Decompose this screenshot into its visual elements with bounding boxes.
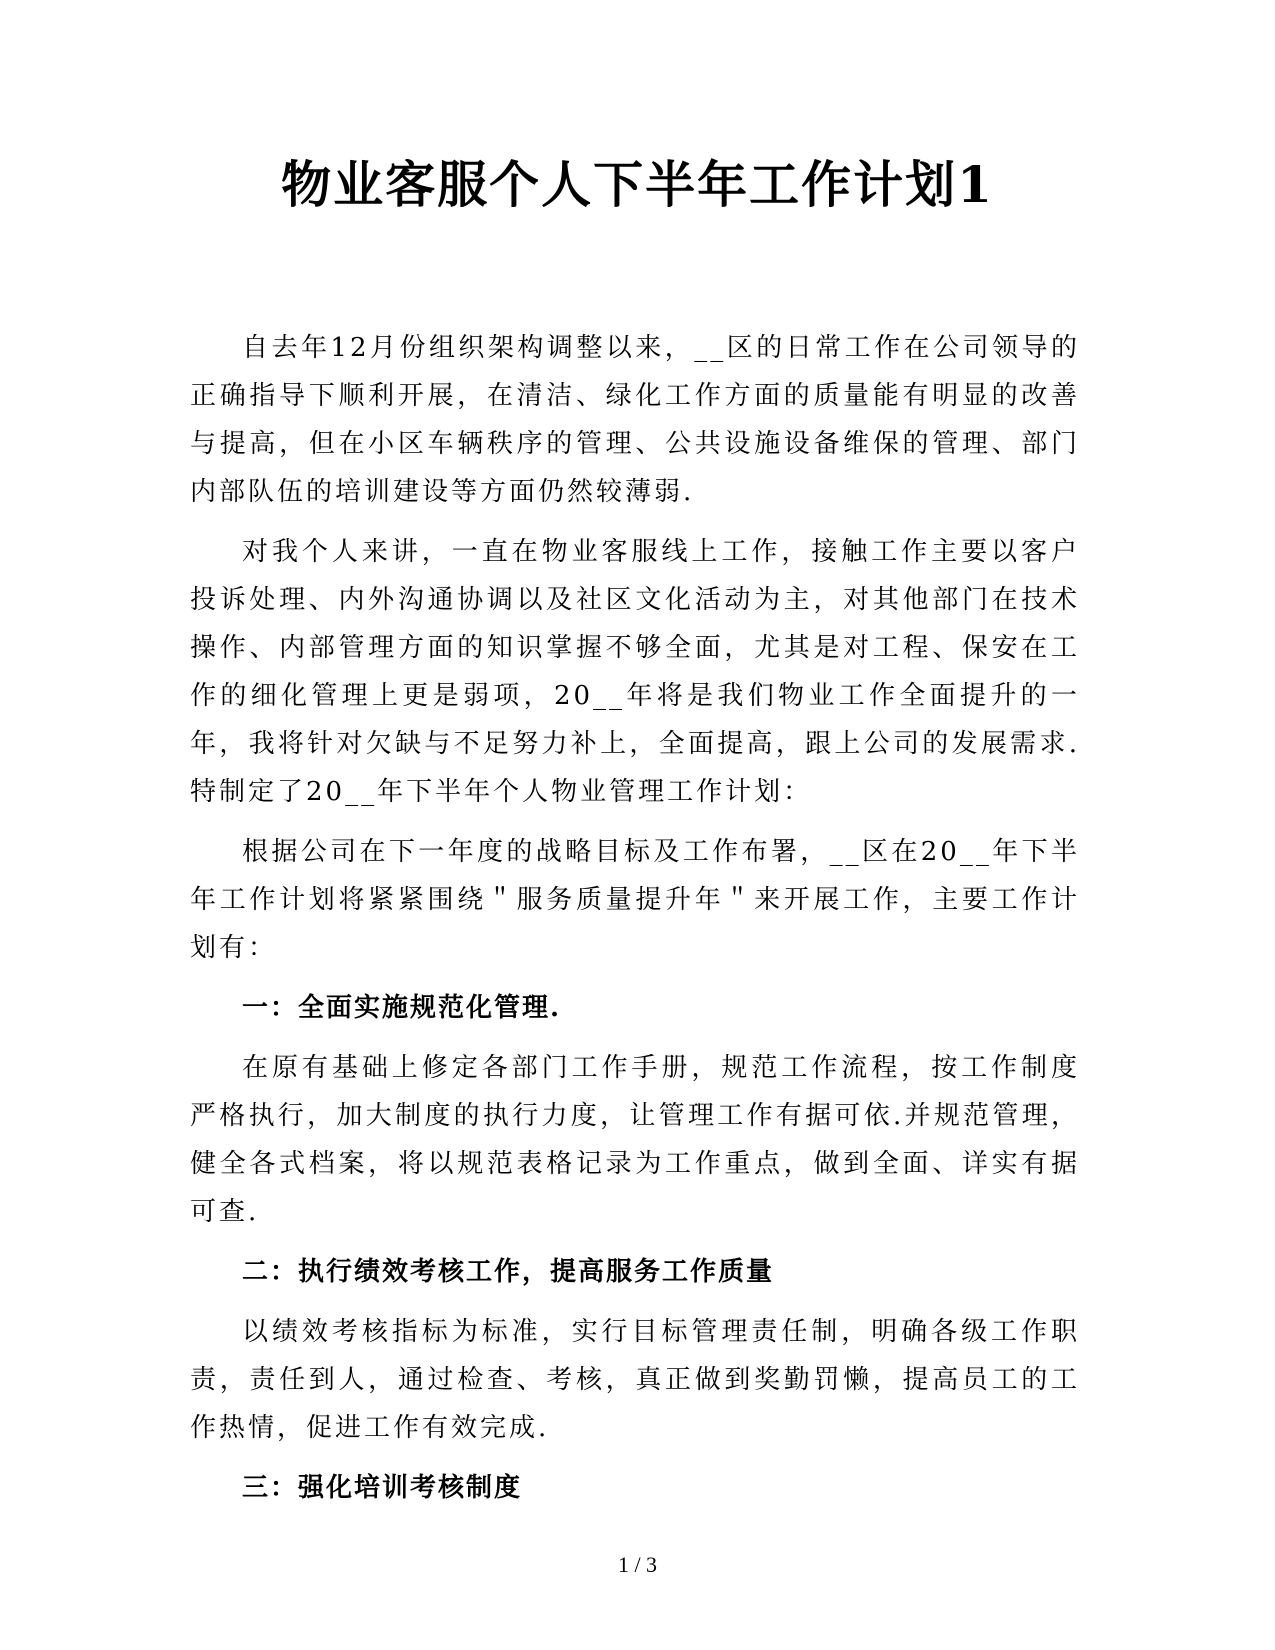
section-heading-2: 二：执行绩效考核工作，提高服务工作质量 (242, 1257, 775, 1287)
document-body (190, 324, 1080, 1524)
section-heading-1: 一：全面实施规范化管理. (242, 993, 562, 1023)
paragraph-section-1: 在原有基础上修定各部门工作手册，规范工作流程，按工作制度严格执行，加大制度的执行力度，让管理工作有据可依.并规范管理，健全各式档案，将以规范表格记录为工作重点，做到全面、详实有据可查. (190, 1053, 1080, 1227)
page-number: 1 / 3 (617, 1552, 658, 1577)
paragraph-section-2: 以绩效考核指标为标准，实行目标管理责任制，明确各级工作职责，责任到人，通过检查、考核，真正做到奖勤罚懒，提高员工的工作热情，促进工作有效完成. (190, 1317, 1080, 1443)
paragraph-personal: 对我个人来讲，一直在物业客服线上工作，接触工作主要以客户投诉处理、内外沟通协调以及社区文化活动为主，对其他部门在技术操作、内部管理方面的知识掌握不够全面，尤其是对工程、保安在工作的细化管理上更是弱项，20__年将是我们物业工作全面提升的一年，我将针对欠缺与不足努力补上，全面提高，跟上公司的发展需求.特制定了20__年下半年个人物业管理工作计划： (190, 537, 1080, 807)
section-heading-3: 三：强化培训考核制度 (242, 1473, 523, 1503)
page-title: 物业客服个人下半年工作计划1 (281, 155, 994, 214)
paragraph-intro: 自去年12月份组织架构调整以来，__区的日常工作在公司领导的正确指导下顺利开展，在清洁、绿化工作方面的质量能有明显的改善与提高，但在小区车辆秩序的管理、公共设施设备维保的管理、部门内部队伍的培训建设等方面仍然较薄弱. (190, 333, 1080, 507)
paragraph-plan: 根据公司在下一年度的战略目标及工作布署，__区在20__年下半年工作计划将紧紧围绕＂服务质量提升年＂来开展工作，主要工作计划有： (190, 837, 1080, 963)
